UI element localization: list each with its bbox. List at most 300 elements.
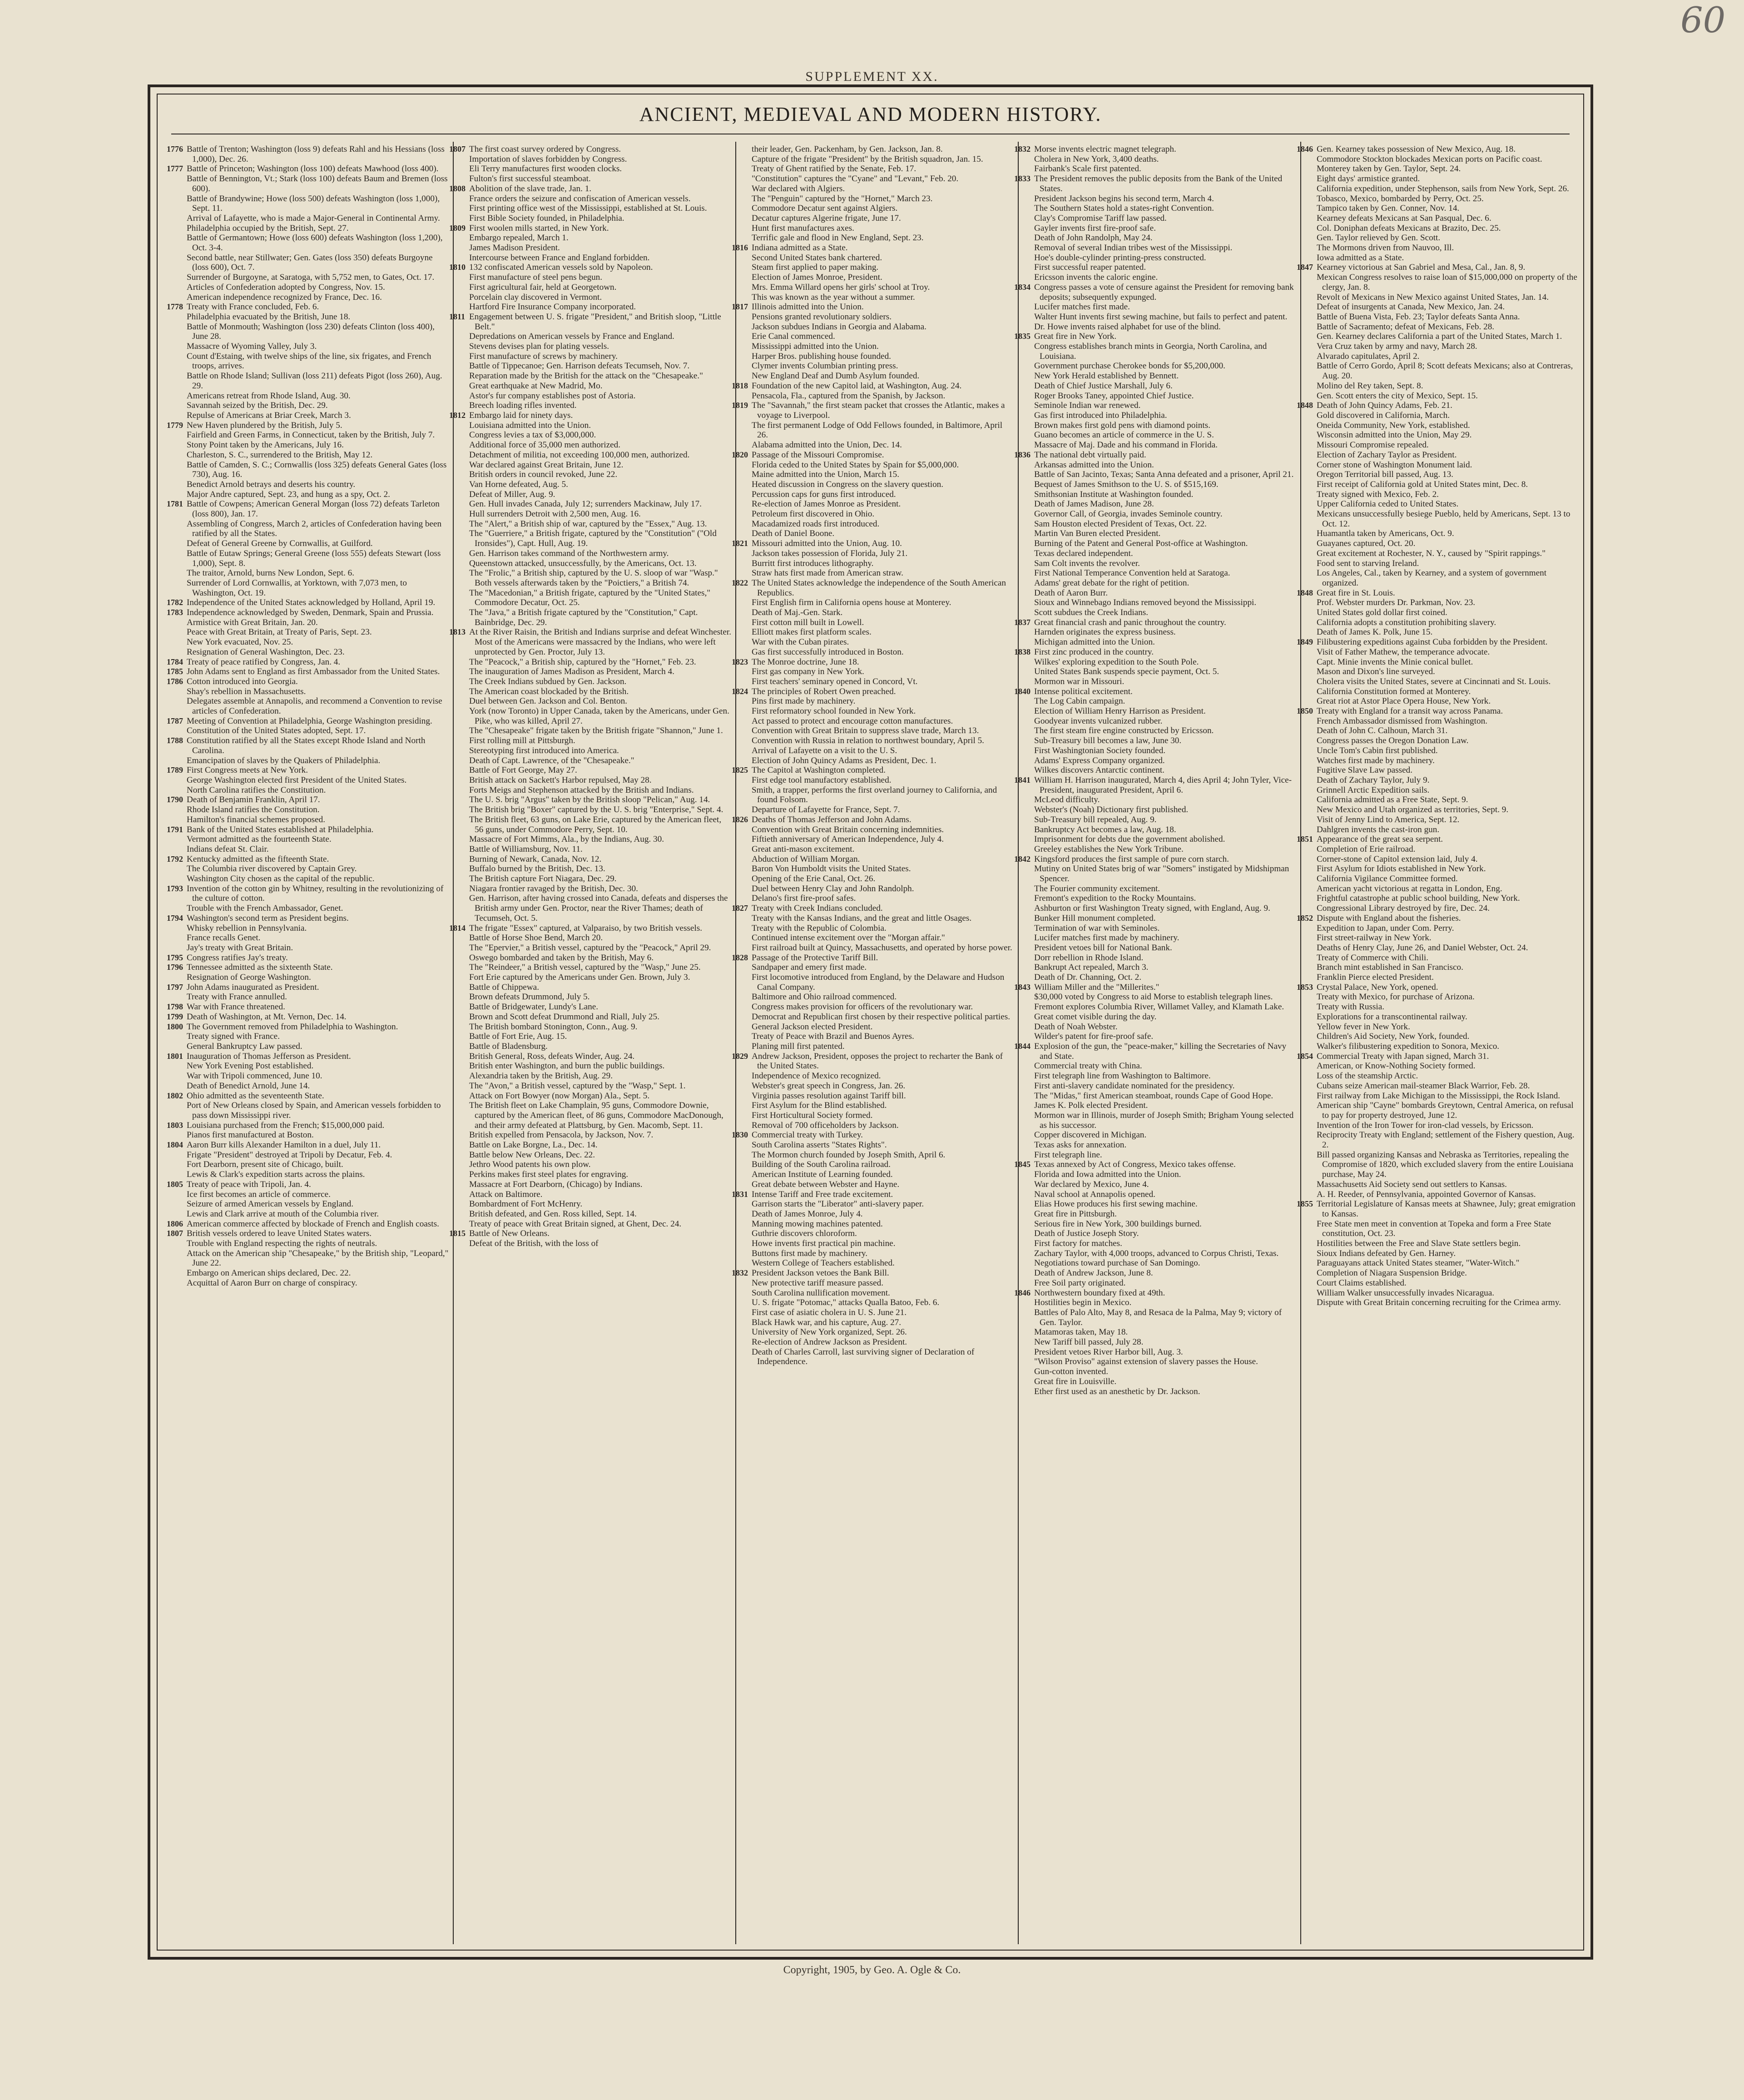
event-entry: Death of Justice Joseph Story. <box>1034 1229 1139 1239</box>
event-entry: Battle on Lake Borgne, La., Dec. 14. <box>469 1140 598 1150</box>
event-entry: Intense political excitement. <box>1034 686 1133 696</box>
event-entry: Pensions granted revolutionary soldiers. <box>752 312 892 322</box>
event-entry: Children's Aid Society, New York, founded. <box>1317 1032 1470 1042</box>
year-label: 1794 <box>167 913 183 923</box>
event-entry: President vetoes bill for National Bank. <box>1034 943 1172 953</box>
event-entry: The "Penguin" captured by the "Hornet," March 23. <box>752 194 933 204</box>
event-entry: Michigan admitted into the Union. <box>1034 637 1155 647</box>
event-entry: Great riot at Astor Place Opera House, New York. <box>1317 696 1491 706</box>
event-entry: Congress makes provision for officers of the revolutionary war. <box>752 1002 973 1012</box>
year-block <box>168 716 449 736</box>
year-label: 1836 <box>1014 450 1031 459</box>
event-entry: Inauguration of Thomas Jefferson as President. <box>187 1051 351 1061</box>
copyright-line: Copyright, 1905, by Geo. A. Ogle & Co. <box>783 1964 961 1976</box>
event-entry: The "Midas," first American steamboat, rounds Cape of Good Hope. <box>1034 1091 1273 1101</box>
event-entry: Battle of Fort George, May 27. <box>469 765 577 775</box>
event-entry: Hunt first manufactures axes. <box>752 223 854 233</box>
event-entry: Armistice with Great Britain, Jan. 20. <box>187 617 318 627</box>
event-entry: Goodyear invents vulcanized rubber. <box>1034 716 1163 726</box>
event-entry: Kentucky admitted as the fifteenth State. <box>187 854 329 864</box>
event-entry: Great fire in Pittsburgh. <box>1034 1209 1117 1219</box>
year-block <box>168 667 449 677</box>
event-entry: Re-election of James Monroe as President. <box>752 499 901 509</box>
event-entry: Guthrie discovers chloroform. <box>752 1229 857 1239</box>
event-entry: Andrew Jackson, President, opposes the project to recharter the Bank of the United States. <box>752 1051 1003 1071</box>
event-entry: Paraguayans attack United States steamer, "Water-Witch." <box>1317 1258 1520 1268</box>
event-entry: Jackson subdues Indians in Georgia and Alabama. <box>752 322 926 332</box>
event-entry: Mississippi admitted into the Union. <box>752 342 879 352</box>
year-label: 1813 <box>449 627 466 637</box>
event-entry: The American coast blockaded by the British. <box>469 686 629 696</box>
event-entry: Second battle, near Stillwater; Gen. Gates (loss 350) defeats Burgoyne (loss 600), Oct. 7. <box>187 253 433 273</box>
event-entry: The "Macedonian," a British frigate, captured by the "United States," Commodore Decatur, Oct. 25. <box>469 588 711 608</box>
year-label: 1817 <box>732 302 748 312</box>
event-entry: their leader, Gen. Packenham, by Gen. Jackson, Jan. 8. <box>752 144 943 154</box>
year-label: 1807 <box>449 144 466 154</box>
event-entry: Invention of the Iron Tower for iron-clad vessels, by Ericsson. <box>1317 1120 1534 1130</box>
event-entry: Completion of Erie railroad. <box>1317 844 1416 854</box>
year-block <box>168 421 449 500</box>
event-entry: Resignation of George Washington. <box>187 973 311 983</box>
year-block <box>1015 1288 1297 1397</box>
year-label: 1825 <box>732 765 748 775</box>
year-label: 1830 <box>732 1130 748 1140</box>
event-entry: Battle of Chippewa. <box>469 982 539 992</box>
event-entry: Cholera visits the United States, severe at Cincinnati and St. Louis. <box>1317 676 1551 686</box>
event-entry: Louisiana admitted into the Union. <box>469 420 591 430</box>
event-entry: The U. S. brig "Argus" taken by the British sloop "Pelican," Aug. 14. <box>469 795 710 805</box>
event-entry: Morse invents electric magnet telegraph. <box>1034 144 1176 154</box>
year-block <box>733 1190 1014 1269</box>
event-entry: The British fleet, 63 guns, on Lake Erie, captured by the American fleet, 56 guns, under Commodore Perry, Sept. 10. <box>469 814 722 834</box>
event-entry: Deaths of Thomas Jefferson and John Adams. <box>752 814 912 824</box>
event-entry: Battle of Germantown; Howe (loss 600) defeats Washington (loss 1,200), Oct. 3-4. <box>187 233 443 253</box>
year-block <box>1015 144 1297 174</box>
event-entry: Building of the South Carolina railroad. <box>752 1160 891 1170</box>
event-entry: Battle of Sacramento; defeat of Mexicans, Feb. 28. <box>1317 322 1495 332</box>
event-entry: Embargo on American ships declared, Dec. 22. <box>187 1268 351 1278</box>
event-entry: Congress levies a tax of $3,000,000. <box>469 430 596 440</box>
event-entry: Wilkes' exploring expedition to the South Pole. <box>1034 657 1199 667</box>
event-entry: Fort Dearborn, present site of Chicago, built. <box>187 1160 343 1170</box>
year-label: 1787 <box>167 716 183 725</box>
event-entry: Death of James K. Polk, June 15. <box>1317 627 1433 637</box>
event-entry: Jethro Wood patents his own plow. <box>469 1160 591 1170</box>
event-entry: $30,000 voted by Congress to aid Morse to establish telegraph lines. <box>1034 992 1273 1002</box>
event-entry: Shay's rebellion in Massachusetts. <box>187 686 306 696</box>
year-block <box>168 736 449 765</box>
event-entry: Gas first successfully introduced in Boston. <box>752 647 904 657</box>
event-entry: Astor's fur company establishes post of Astoria. <box>469 391 636 401</box>
event-entry: Constitution ratified by all the States except Rhode Island and North Carolina. <box>187 736 426 755</box>
year-block <box>168 765 449 795</box>
event-entry: American ship "Cayne" bombards Greytown, Central America, on refusal to pay for property destroyed, June 12. <box>1317 1101 1574 1120</box>
year-label: 1815 <box>449 1229 466 1238</box>
event-entry: Great financial crash and panic throughout the country. <box>1034 617 1226 627</box>
event-entry: Death of Washington, at Mt. Vernon, Dec. 14. <box>187 1012 347 1022</box>
event-entry: Fulton's first successful steamboat. <box>469 174 591 184</box>
event-entry: Missouri admitted into the Union, Aug. 10. <box>752 539 902 549</box>
event-entry: Terrific gale and flood in New England, Sept. 23. <box>752 233 924 243</box>
event-entry: Sioux Indians defeated by Gen. Harney. <box>1317 1248 1456 1258</box>
event-entry: Commercial treaty with Turkey. <box>752 1130 863 1140</box>
event-entry: Attack on Fort Bowyer (now Morgan) Ala., Sept. 5. <box>469 1091 650 1101</box>
year-block <box>168 1091 449 1121</box>
event-entry: Texas declared independent. <box>1034 548 1133 558</box>
year-block <box>733 687 1014 766</box>
event-entry: The "Savannah," the first steam packet that crosses the Atlantic, makes a voyage to Liverpool. <box>752 401 1005 420</box>
year-label: 1798 <box>167 1002 183 1012</box>
event-entry: The Capitol at Washington completed. <box>752 765 886 775</box>
year-block <box>733 815 1014 904</box>
event-entry: British orders in council revoked, June 22. <box>469 470 618 480</box>
event-entry: The first steam fire engine constructed by Ericsson. <box>1034 726 1214 736</box>
event-entry: Great debate between Webster and Hayne. <box>752 1179 900 1189</box>
event-entry: Battle of Williamsburg, Nov. 11. <box>469 844 583 854</box>
event-entry: Embargo repealed, March 1. <box>469 233 569 243</box>
event-entry: Howe invents first practical pin machine. <box>752 1239 896 1249</box>
event-entry: New York Herald established by Bennett. <box>1034 371 1179 381</box>
event-entry: The Monroe doctrine, June 18. <box>752 657 859 667</box>
event-entry: The Creek Indians subdued by Gen. Jackson. <box>469 676 627 686</box>
year-label: 1822 <box>732 578 748 587</box>
event-entry: Treaty with Mexico, for purchase of Arizona. <box>1317 992 1475 1002</box>
event-entry: Treaty of peace ratified by Congress, Jan. 4. <box>187 657 341 667</box>
event-entry: President Jackson begins his second term, March 4. <box>1034 194 1214 204</box>
event-entry: War declared with Algiers. <box>752 184 845 194</box>
event-entry: Reparation made by the British for the attack on the "Chesapeake." <box>469 371 703 381</box>
year-block <box>168 1121 449 1140</box>
event-entry: York (now Toronto) in Upper Canada, taken by the Americans, under Gen. Pike, who was killed, April 27. <box>469 706 729 726</box>
year-label: 1810 <box>449 263 466 272</box>
event-entry: Van Horne defeated, Aug. 5. <box>469 479 568 489</box>
year-label: 1846 <box>1297 144 1313 154</box>
year-block <box>1298 637 1579 706</box>
year-label: 1832 <box>1014 144 1031 154</box>
event-entry: Death of Aaron Burr. <box>1034 588 1108 598</box>
event-entry: Niagara frontier ravaged by the British, Dec. 30. <box>469 884 638 894</box>
event-entry: Porcelain clay discovered in Vermont. <box>469 292 602 302</box>
event-entry: Death of Benedict Arnold, June 14. <box>187 1081 310 1091</box>
event-entry: The British fleet on Lake Champlain, 95 guns, Commodore Downie, captured by the American fleet, of 86 guns, Commodore MacDonough, and their army defeated at Plattsburg, by Gen. Macomb, Sept. 11. <box>469 1101 723 1130</box>
event-entry: Battle of Monmouth; Washington (loss 230) defeats Clinton (loss 400), June 28. <box>187 322 435 342</box>
event-entry: Intense Tariff and Free trade excitement. <box>752 1189 893 1199</box>
year-block <box>450 263 732 312</box>
year-label: 1809 <box>449 223 466 233</box>
event-entry: Petroleum first discovered in Ohio. <box>752 509 875 519</box>
event-entry: First edge tool manufactory established. <box>752 775 892 785</box>
year-block <box>168 677 449 716</box>
year-label: 1850 <box>1297 706 1313 716</box>
year-block <box>1015 174 1297 283</box>
event-entry: Wisconsin admitted into the Union, May 29. <box>1317 430 1472 440</box>
event-entry: French Ambassador dismissed from Washington. <box>1317 716 1487 726</box>
year-block <box>168 164 449 302</box>
event-entry: Termination of war with Seminoles. <box>1034 923 1160 933</box>
event-entry: Ether first used as an anesthetic by Dr. Jackson. <box>1034 1386 1200 1396</box>
event-entry: Bankruptcy Act becomes a law, Aug. 18. <box>1034 824 1176 834</box>
event-entry: Whisky rebellion in Pennsylvania. <box>187 923 307 933</box>
year-block <box>1298 834 1579 913</box>
event-entry: Battle of Princeton; Washington (loss 100) defeats Mawhood (loss 400). <box>187 164 439 174</box>
year-label: 1845 <box>1014 1160 1031 1169</box>
event-entry: War declared against Great Britain, June 12. <box>469 460 624 470</box>
event-entry: Alexandria taken by the British, Aug. 29. <box>469 1071 613 1081</box>
event-entry: Hartford Fire Insurance Company incorporated. <box>469 302 636 312</box>
event-entry: Massachusetts Aid Society send out settlers to Kansas. <box>1317 1179 1507 1189</box>
event-entry: Great fire in New York. <box>1034 332 1117 342</box>
event-entry: Independence of the United States acknowledged by Holland, April 19. <box>187 598 436 608</box>
year-block <box>168 1180 449 1219</box>
year-block <box>733 578 1014 657</box>
year-block <box>733 953 1014 1052</box>
event-entry: The national debt virtually paid. <box>1034 450 1146 460</box>
year-label: 1851 <box>1297 834 1313 844</box>
event-entry: Tobasco, Mexico, bombarded by Perry, Oct. 25. <box>1317 194 1484 204</box>
event-entry: First street-railway in New York. <box>1317 933 1432 943</box>
event-entry: The United States acknowledge the independence of the South American Republics. <box>752 578 1006 598</box>
event-entry: New York Evening Post established. <box>187 1061 314 1071</box>
event-entry: McLeod difficulty. <box>1034 795 1100 805</box>
year-block <box>168 1002 449 1012</box>
event-entry: Lucifer matches first made. <box>1034 302 1130 312</box>
event-entry: Tennessee admitted as the sixteenth State. <box>187 963 333 973</box>
year-block <box>1015 687 1297 775</box>
year-label: 1819 <box>732 401 748 410</box>
event-entry: Mrs. Emma Willard opens her girls' school at Troy. <box>752 282 930 292</box>
event-entry: Walker's filibustering expedition to Sonora, Mexico. <box>1317 1041 1500 1051</box>
event-entry: The "Epervier," a British vessel, captured by the "Peacock," April 29. <box>469 943 711 953</box>
event-entry: Articles of Confederation adopted by Congress, Nov. 15. <box>187 282 385 292</box>
event-entry: Attack on the American ship "Chesapeake," by the British ship, "Leopard," June 22. <box>187 1248 449 1268</box>
event-entry: Treaty of peace with Tripoli, Jan. 4. <box>187 1179 311 1189</box>
event-entry: Washington City chosen as the capital of the republic. <box>187 874 375 884</box>
event-entry: Continued intense excitement over the "Morgan affair." <box>752 933 945 943</box>
year-label: 1784 <box>167 657 183 666</box>
event-entry: Indiana admitted as a State. <box>752 243 848 253</box>
event-entry: France orders the seizure and confiscation of American vessels. <box>469 194 691 204</box>
event-entry: Treaty with Russia. <box>1317 1002 1385 1012</box>
event-entry: Great excitement at Rochester, N. Y., caused by "Spirit rappings." <box>1317 548 1546 558</box>
event-entry: Negotiations toward purchase of San Domingo. <box>1034 1258 1200 1268</box>
event-entry: Adams' Express Company organized. <box>1034 755 1165 765</box>
event-entry: Port of New Orleans closed by Spain, and American vessels forbidden to pass down Mississippi river. <box>187 1101 441 1120</box>
event-entry: Death of Zachary Taylor, July 9. <box>1317 775 1430 785</box>
page-title: ANCIENT, MEDIEVAL AND MODERN HISTORY. <box>639 103 1102 125</box>
event-entry: Passage of the Missouri Compromise. <box>752 450 884 460</box>
event-entry: Alvarado capitulates, April 2. <box>1317 351 1420 361</box>
event-entry: Depredations on American vessels by France and England. <box>469 332 674 342</box>
event-entry: Brown and Scott defeat Drummond and Riall, July 25. <box>469 1012 659 1022</box>
event-entry: Baron Von Humboldt visits the United States. <box>752 864 911 874</box>
supplement-header: SUPPLEMENT XX. <box>805 69 939 84</box>
event-entry: The British bombard Stonington, Conn., Aug. 9. <box>469 1022 638 1032</box>
event-entry: American, or Know-Nothing Society formed. <box>1317 1061 1476 1071</box>
event-entry: California Constitution formed at Monterey. <box>1317 686 1471 696</box>
event-entry: Ashburton or first Washington Treaty signed, with England, Aug. 9. <box>1034 904 1270 913</box>
timeline-column-2 <box>450 144 732 1249</box>
event-entry: The "Peacock," a British ship, captured by the "Hornet," Feb. 23. <box>469 657 696 667</box>
event-entry: The British brig "Boxer" captured by the U. S. brig "Enterprise," Sept. 4. <box>469 805 723 815</box>
event-entry: First National Temperance Convention held at Saratoga. <box>1034 568 1230 578</box>
event-entry: Trouble with the French Ambassador, Genet. <box>187 904 343 913</box>
event-entry: Burritt first introduces lithography. <box>752 558 874 568</box>
year-block <box>733 1268 1014 1367</box>
event-entry: Treaty with the Republic of Colombia. <box>752 923 887 933</box>
event-entry: Ohio admitted as the seventeenth State. <box>187 1091 324 1101</box>
event-entry: Deaths of Henry Clay, June 26, and Daniel Webster, Oct. 24. <box>1317 943 1528 953</box>
event-entry: Brown defeats Drummond, July 5. <box>469 992 590 1002</box>
event-entry: Bombardment of Fort McHenry. <box>469 1199 583 1209</box>
event-entry: California Vigilance Committee formed. <box>1317 874 1458 884</box>
event-entry: Forts Meigs and Stephenson attacked by the British and Indians. <box>469 785 694 795</box>
year-block <box>733 450 1014 539</box>
event-entry: Branch mint established in San Francisco. <box>1317 963 1463 973</box>
event-entry: Removal of 700 officeholders by Jackson. <box>752 1120 899 1130</box>
event-entry: Sam Colt invents the revolver. <box>1034 558 1140 568</box>
event-entry: Passage of the Protective Tariff Bill. <box>752 953 878 963</box>
event-entry: Free Soil party originated. <box>1034 1278 1126 1288</box>
year-label: 1805 <box>167 1179 183 1189</box>
event-entry: American yacht victorious at regatta in London, Eng. <box>1317 884 1502 894</box>
year-block <box>168 1140 449 1180</box>
year-block <box>733 1052 1014 1131</box>
event-entry: American independence recognized by France, Dec. 16. <box>187 292 382 302</box>
event-entry: Aaron Burr kills Alexander Hamilton in a duel, July 11. <box>187 1140 381 1150</box>
year-block <box>1298 913 1579 983</box>
event-entry: Grinnell Arctic Expedition sails. <box>1317 785 1430 795</box>
event-entry: Treaty signed with France. <box>187 1032 280 1042</box>
event-entry: Gen. Harrison, after having crossed into Canada, defeats and disperses the British army under Gen. Proctor, near the River Thames; death of Tecumseh, Oct. 5. <box>469 894 728 923</box>
event-entry: Eli Terry manufactures first wooden clocks. <box>469 164 622 174</box>
event-entry: Death of James Madison, June 28. <box>1034 499 1154 509</box>
year-block <box>733 657 1014 687</box>
year-block <box>450 1229 732 1248</box>
event-entry: Macadamized roads first introduced. <box>752 519 880 529</box>
event-entry: Battle of Fort Erie, Aug. 15. <box>469 1032 567 1042</box>
event-entry: James Madison President. <box>469 243 560 253</box>
year-label: 1829 <box>732 1051 748 1061</box>
year-block <box>1015 647 1297 687</box>
year-label: 1816 <box>732 243 748 253</box>
event-entry: Arkansas admitted into the Union. <box>1034 460 1154 470</box>
year-block <box>168 499 449 598</box>
event-entry: Bequest of James Smithson to the U. S. of $515,169. <box>1034 479 1219 489</box>
event-entry: Cotton introduced into Georgia. <box>187 676 298 686</box>
event-entry: Independence acknowledged by Sweden, Denmark, Spain and Prussia. <box>187 608 434 618</box>
year-label: 1818 <box>732 381 748 390</box>
event-entry: Philadelphia occupied by the British, Sept. 27. <box>187 223 349 233</box>
timeline-column-4 <box>1015 144 1297 1396</box>
event-entry: Burning of the Patent and General Post-office at Washington. <box>1034 539 1248 549</box>
year-label: 1814 <box>449 923 466 933</box>
year-label: 1804 <box>167 1140 183 1150</box>
year-block <box>168 1022 449 1052</box>
event-entry: Massacre of Fort Mimms, Ala., by the Indians, Aug. 30. <box>469 834 664 844</box>
year-label: 1844 <box>1014 1041 1031 1051</box>
year-block <box>168 795 449 824</box>
year-label: 1789 <box>167 765 183 775</box>
event-entry: War with France threatened. <box>187 1002 285 1012</box>
event-entry: Detachment of militia, not exceeding 100,000 men, authorized. <box>469 450 690 460</box>
event-entry: First Washingtonian Society founded. <box>1034 745 1166 755</box>
year-label: 1820 <box>732 450 748 459</box>
event-entry: Mexican Congress resolves to raise loan of $15,000,000 on property of the clergy, Jan. 8. <box>1317 273 1577 292</box>
event-entry: Gen. Kearney declares California a part of the United States, March 1. <box>1317 332 1562 342</box>
year-block <box>450 312 732 411</box>
event-entry: The President removes the public deposits from the Bank of the United States. <box>1034 174 1283 194</box>
event-entry: First case of asiatic cholera in U. S. June 21. <box>752 1307 907 1317</box>
event-entry: Death of John Randolph, May 24. <box>1034 233 1153 243</box>
event-entry: First railway from Lake Michigan to the Mississippi, the Rock Island. <box>1317 1091 1561 1101</box>
event-entry: Harper Bros. publishing house founded. <box>752 351 891 361</box>
event-entry: Smithsonian Institute at Washington founded. <box>1034 489 1194 499</box>
event-entry: Wilder's patent for fire-proof safe. <box>1034 1032 1154 1042</box>
event-entry: Death of John C. Calhoun, March 31. <box>1317 726 1448 736</box>
event-entry: Straw hats first made from American straw. <box>752 568 903 578</box>
year-block <box>168 598 449 608</box>
event-entry: Capture of the frigate "President" by the British squadron, Jan. 15. <box>752 154 983 164</box>
event-entry: Sub-Treasury bill repealed, Aug. 9. <box>1034 814 1157 824</box>
event-entry: Constitution of the United States adopted, Sept. 17. <box>187 726 366 736</box>
year-label: 1807 <box>167 1229 183 1238</box>
event-entry: France recalls Genet. <box>187 933 261 943</box>
event-entry: New England Deaf and Dumb Asylum founded. <box>752 371 920 381</box>
event-entry: Stony Point taken by the Americans, July 16. <box>187 440 344 450</box>
event-entry: Governor Call, of Georgia, invades Seminole country. <box>1034 509 1223 519</box>
event-entry: Massacre at Fort Dearborn, (Chicago) by Indians. <box>469 1179 643 1189</box>
frame-inner <box>157 94 1584 1951</box>
event-entry: Wilkes discovers Antarctic continent. <box>1034 765 1164 775</box>
year-block <box>733 243 1014 302</box>
event-entry: Elliott makes first platform scales. <box>752 627 872 637</box>
event-entry: Erie Canal commenced. <box>752 332 835 342</box>
event-entry: Burning of Newark, Canada, Nov. 12. <box>469 854 602 864</box>
event-entry: Battle of Cowpens; American General Morgan (loss 72) defeats Tarleton (loss 800), Jan. 17. <box>187 499 440 519</box>
event-entry: Treaty of Peace with Brazil and Buenos Ayres. <box>752 1032 914 1042</box>
event-entry: Seizure of armed American vessels by England. <box>187 1199 354 1209</box>
year-block <box>1015 1042 1297 1160</box>
event-entry: Hostilities begin in Mexico. <box>1034 1298 1132 1308</box>
history-frame <box>148 84 1593 1960</box>
year-block <box>168 884 449 913</box>
event-entry: Gas first introduced into Philadelphia. <box>1034 410 1167 420</box>
event-entry: War with Tripoli commenced, June 10. <box>187 1071 322 1081</box>
event-entry: Oswego bombarded and taken by the British, May 6. <box>469 953 654 963</box>
event-entry: First receipt of California gold at United States mint, Dec. 8. <box>1317 479 1528 489</box>
event-entry: The traitor, Arnold, burns New London, Sept. 6. <box>187 568 355 578</box>
year-label: 1781 <box>167 499 183 509</box>
event-entry: Steam first applied to paper making. <box>752 263 879 273</box>
event-entry: Expedition to Japan, under Com. Perry. <box>1317 923 1454 933</box>
year-block <box>1298 706 1579 834</box>
event-entry: First reformatory school founded in New York. <box>752 706 916 716</box>
event-entry: Roger Brooks Taney, appointed Chief Justice. <box>1034 391 1194 401</box>
event-entry: Congress ratifies Jay's treaty. <box>187 953 288 963</box>
year-block <box>1298 1052 1579 1200</box>
event-entry: Kingsford produces the first sample of pure corn starch. <box>1034 854 1229 864</box>
year-block <box>1298 983 1579 1052</box>
event-entry: Death of Dr. Channing, Oct. 2. <box>1034 973 1142 983</box>
event-entry: Battle of Horse Shoe Bend, March 20. <box>469 933 603 943</box>
event-entry: The first permanent Lodge of Odd Fellows founded, in Baltimore, April 26. <box>752 420 1003 440</box>
event-entry: The frigate "Essex" captured, at Valparaiso, by two British vessels. <box>469 923 702 933</box>
event-entry: Visit of Father Mathew, the temperance advocate. <box>1317 647 1490 657</box>
event-entry: A. H. Reeder, of Pennsylvania, appointed Governor of Kansas. <box>1317 1189 1536 1199</box>
event-entry: Congressional Library destroyed by fire, Dec. 24. <box>1317 904 1490 913</box>
event-entry: Stevens devises plan for plating vessels. <box>469 342 609 352</box>
event-entry: American Institute of Learning founded. <box>752 1170 893 1180</box>
